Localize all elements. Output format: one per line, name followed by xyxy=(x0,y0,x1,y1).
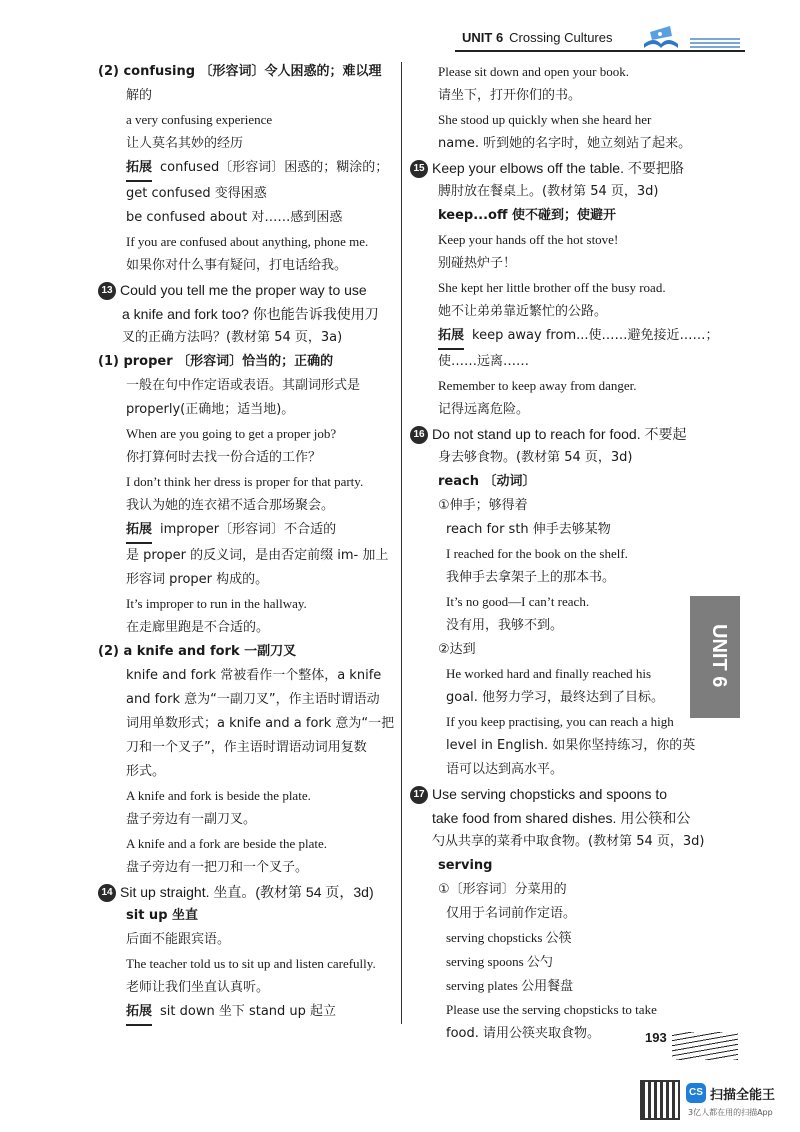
sentence-number-badge: 17 xyxy=(410,786,428,804)
sentence-text: a knife and fork too? 你也能告诉我使用刀 xyxy=(122,306,379,322)
text-line: knife and fork 常被看作一个整体，a knife xyxy=(126,668,382,683)
sentence-text: take food from shared dishes. 用公筷和公 xyxy=(432,810,691,826)
key-sentence-17 xyxy=(410,782,690,806)
example-cn: 她不让弟弟靠近繁忙的公路。 xyxy=(438,304,608,319)
sentence-text: 叉的正确方法吗？(教材第 54 页，3a) xyxy=(122,330,343,345)
extension-text: confused〔形容词〕困惑的；糊涂的； xyxy=(160,160,389,175)
text-line: 形容词 proper 构成的。 xyxy=(126,572,269,587)
example-en: The teacher told us to sit up and listen carefully. xyxy=(126,956,376,971)
text-line: be confused about 对……感到困惑 xyxy=(126,210,343,225)
extension-label: 拓展 xyxy=(126,518,152,544)
example-cn: 请坐下，打开你们的书。 xyxy=(438,88,582,103)
extension-line xyxy=(98,1000,390,1026)
key-sentence-13 xyxy=(98,278,390,302)
sentence-text: 身去够食物。(教材第 54 页，3d) xyxy=(438,450,633,465)
example-cn: goal. 他努力学习，最终达到了目标。 xyxy=(446,690,665,705)
example-cn: 老师让我们坐直认真听。 xyxy=(126,980,270,995)
example-en: It’s no good—I can’t reach. xyxy=(446,594,590,609)
example-cn: 在走廊里跑是不合适的。 xyxy=(126,620,270,635)
entry-confusing: (2) confusing 〔形容词〕令人困惑的；难以理 xyxy=(98,64,382,79)
text-line: 解的 xyxy=(126,88,153,103)
entry-reach: reach 〔动词〕 xyxy=(438,474,536,489)
entry-serving: serving xyxy=(438,858,493,873)
example-cn: 你打算何时去找一份合适的工作？ xyxy=(126,450,322,465)
text-line: serving chopsticks 公筷 xyxy=(446,930,572,945)
sentence-text: 膊肘放在餐桌上。(教材第 54 页，3d) xyxy=(438,184,659,199)
entry-knife-and-fork: (2) a knife and fork 一副刀叉 xyxy=(98,644,297,659)
example-cn: 没有用，我够不到。 xyxy=(446,618,564,633)
extension-line xyxy=(98,518,390,544)
text-line: reach for sth 伸手去够某物 xyxy=(446,522,611,537)
book-icon xyxy=(640,22,682,52)
example-cn: 让人莫名其妙的经历 xyxy=(126,136,244,151)
sense-heading: ①伸手；够得着 xyxy=(438,498,528,513)
example-cn: 我认为她的连衣裙不适合那场聚会。 xyxy=(126,498,335,513)
scanner-logo: CS xyxy=(686,1083,706,1103)
sentence-number-badge: 16 xyxy=(410,426,428,444)
page-header xyxy=(462,30,613,52)
key-sentence-14 xyxy=(98,880,390,904)
extension-line xyxy=(98,156,390,182)
key-sentence-16 xyxy=(410,422,690,446)
sense-heading: ②达到 xyxy=(438,642,476,657)
unit-side-tab xyxy=(690,596,740,718)
extension-label: 拓展 xyxy=(126,156,152,182)
sentence-text: Keep your elbows off the table. 不要把胳 xyxy=(432,160,684,176)
scanner-tagline: 3亿人都在用的扫描App xyxy=(688,1108,773,1117)
extension-line xyxy=(410,324,719,350)
example-en: She kept her little brother off the busy road. xyxy=(438,280,666,295)
example-cn: 记得远离危险。 xyxy=(438,402,530,417)
sentence-text: Do not stand up to reach for food. 不要起 xyxy=(432,426,687,442)
example-cn: name. 听到她的名字时，她立刻站了起来。 xyxy=(438,136,692,151)
text-line: properly(正确地；适当地)。 xyxy=(126,402,295,417)
example-en: I reached for the book on the shelf. xyxy=(446,546,628,561)
sense-heading: ①〔形容词〕分菜用的 xyxy=(438,882,567,897)
example-cn: 语可以达到高水平。 xyxy=(446,762,564,777)
left-column xyxy=(98,60,395,1026)
text-line: serving plates 公用餐盘 xyxy=(446,978,574,993)
example-en: A knife and fork is beside the plate. xyxy=(126,788,311,803)
unit-tab-label: UNIT 6 xyxy=(708,624,730,688)
text-line: and fork 意为“一副刀叉”，作主语时谓语动 xyxy=(126,692,380,707)
example-en: When are you going to get a proper job? xyxy=(126,426,337,441)
header-stripes xyxy=(690,36,740,48)
sentence-number-badge: 13 xyxy=(98,282,116,300)
extension-label: 拓展 xyxy=(126,1000,152,1026)
entry-sit-up: sit up 坐直 xyxy=(126,908,199,923)
entry-proper: (1) proper 〔形容词〕恰当的；正确的 xyxy=(98,354,334,369)
scanner-name: 扫描全能王 xyxy=(710,1088,776,1103)
example-en: Remember to keep away from danger. xyxy=(438,378,637,393)
example-en: Please use the serving chopsticks to take xyxy=(446,1002,657,1017)
text-line: 后面不能跟宾语。 xyxy=(126,932,231,947)
text-line: 形式。 xyxy=(126,764,166,779)
sentence-text: Sit up straight. 坐直。(教材第 54 页，3d) xyxy=(120,884,374,900)
example-en: If you keep practising, you can reach a high xyxy=(446,714,674,729)
example-cn: 盘子旁边有一副刀叉。 xyxy=(126,812,257,827)
example-en: It’s improper to run in the hallway. xyxy=(126,596,307,611)
example-en: He worked hard and finally reached his xyxy=(446,666,652,681)
example-en: Please sit down and open your book. xyxy=(438,64,630,79)
example-cn: 盘子旁边有一把刀和一个叉子。 xyxy=(126,860,309,875)
example-cn: 别碰热炉子！ xyxy=(438,256,517,271)
text-line: 一般在句中作定语或表语。其副词形式是 xyxy=(126,378,361,393)
header-unit: UNIT 6 xyxy=(462,30,504,45)
extension-label: 拓展 xyxy=(438,324,464,350)
example-en: A knife and a fork are beside the plate. xyxy=(126,836,328,851)
sentence-number-badge: 15 xyxy=(410,160,428,178)
text-line: 刀和一个叉子”，作主语时谓语动词用复数 xyxy=(126,740,367,755)
text-line: 是 proper 的反义词，是由否定前缀 im- 加上 xyxy=(126,548,389,563)
sentence-number-badge: 14 xyxy=(98,884,116,902)
sentence-text: Could you tell me the proper way to use xyxy=(120,282,367,298)
qr-code-icon xyxy=(640,1080,680,1120)
extension-text: keep away from...使……避免接近……； xyxy=(472,328,719,343)
page-number: 193 xyxy=(645,1030,667,1045)
text-line: 仅用于名词前作定语。 xyxy=(446,906,577,921)
text-line: 使……远离…… xyxy=(438,354,530,369)
header-title: Crossing Cultures xyxy=(509,30,613,45)
entry-keep-off: keep...off 使不碰到；使避开 xyxy=(438,208,617,223)
page-number-decoration xyxy=(672,1032,738,1060)
example-en: a very confusing experience xyxy=(126,112,273,127)
example-en: If you are confused about anything, phone me. xyxy=(126,234,369,249)
example-en: She stood up quickly when she heard her xyxy=(438,112,652,127)
example-cn: 我伸手去拿架子上的那本书。 xyxy=(446,570,616,585)
column-divider xyxy=(401,62,402,1024)
extension-text: sit down 坐下 stand up 起立 xyxy=(160,1004,337,1019)
key-sentence-15 xyxy=(410,156,690,180)
text-line: serving spoons 公勺 xyxy=(446,954,553,969)
extension-text: improper〔形容词〕不合适的 xyxy=(160,522,337,537)
header-rule xyxy=(455,50,745,52)
example-cn: food. 请用公筷夹取食物。 xyxy=(446,1026,601,1041)
sentence-text: 勺从共享的菜肴中取食物。(教材第 54 页，3d) xyxy=(432,834,705,849)
example-en: Keep your hands off the hot stove! xyxy=(438,232,619,247)
sentence-text: Use serving chopsticks and spoons to xyxy=(432,786,668,802)
text-line: 词用单数形式；a knife and a fork 意为“一把 xyxy=(126,716,395,731)
text-line: get confused 变得困惑 xyxy=(126,186,267,201)
example-en: I don’t think her dress is proper for that party. xyxy=(126,474,364,489)
example-cn: 如果你对什么事有疑问，打电话给我。 xyxy=(126,258,348,273)
example-cn: level in English. 如果你坚持练习，你的英 xyxy=(446,738,696,753)
